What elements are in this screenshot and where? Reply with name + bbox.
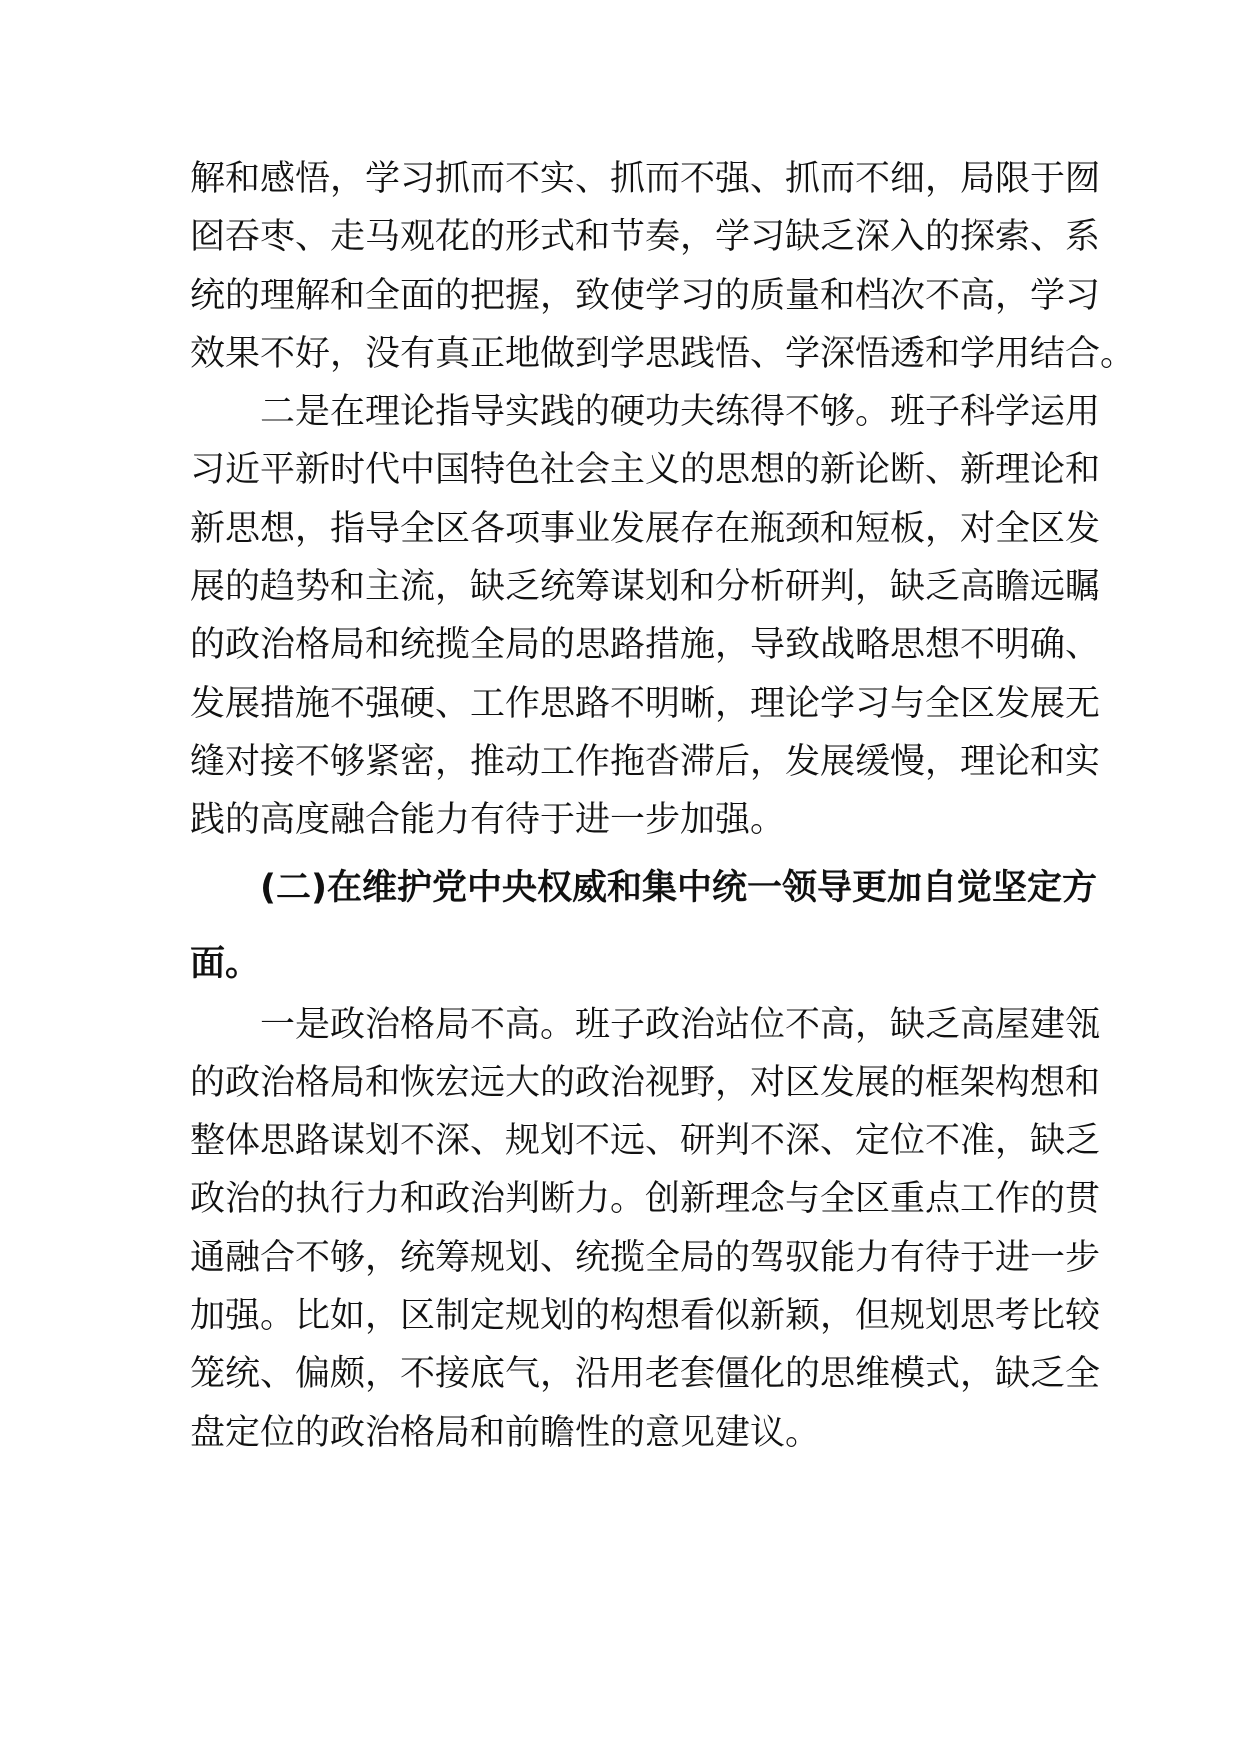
text-line: 习近平新时代中国特色社会主义的思想的新论断、新理论和 [190, 450, 1101, 491]
text-line: 通融合不够，统筹规划、统揽全局的驾驭能力有待于进一步 [190, 1237, 1101, 1278]
text-line: 的政治格局和恢宏远大的政治视野，对区发展的框架构想和 [190, 1062, 1101, 1103]
text-line: 政治的执行力和政治判断力。创新理念与全区重点工作的贯 [190, 1179, 1101, 1220]
heading-line: (二)在维护党中央权威和集中统一领导更加自觉坚定方 [190, 867, 1097, 908]
text-line: 新思想，指导全区各项事业发展存在瓶颈和短板，对全区发 [190, 508, 1101, 549]
paragraph-political-pattern [190, 996, 1101, 1462]
text-line: 一是政治格局不高。班子政治站位不高，缺乏高屋建瓴 [190, 1004, 1101, 1045]
text-line: 展的趋势和主流，缺乏统筹谋划和分析研判，缺乏高瞻远瞩 [190, 567, 1101, 608]
paragraph-theory-practice [190, 383, 1101, 849]
text-line: 整体思路谋划不深、规划不远、研判不深、定位不准，缺乏 [190, 1121, 1101, 1162]
text-line: 效果不好，没有真正地做到学思践悟、学深悟透和学用结合。 [190, 333, 1136, 374]
text-line: 践的高度融合能力有待于进一步加强。 [190, 800, 786, 841]
text-line: 囵吞枣、走马观花的形式和节奏，学习缺乏深入的探索、系 [190, 217, 1101, 258]
heading-line: 面。 [190, 943, 261, 984]
text-line: 加强。比如，区制定规划的构想看似新颖，但规划思考比较 [190, 1296, 1101, 1337]
document-page [190, 150, 1136, 1462]
text-line: 盘定位的政治格局和前瞻性的意见建议。 [190, 1412, 821, 1453]
section-heading [190, 850, 1097, 1002]
text-line: 解和感悟，学习抓而不实、抓而不强、抓而不细，局限于囫 [190, 159, 1101, 199]
text-line: 缝对接不够紧密，推动工作拖沓滞后，发展缓慢，理论和实 [190, 741, 1101, 782]
text-line: 发展措施不强硬、工作思路不明晰，理论学习与全区发展无 [190, 683, 1101, 724]
text-line: 笼统、偏颇，不接底气，沿用老套僵化的思维模式，缺乏全 [190, 1354, 1101, 1395]
text-line: 二是在理论指导实践的硬功夫练得不够。班子科学运用 [190, 392, 1101, 433]
text-line: 统的理解和全面的把握，致使学习的质量和档次不高，学习 [190, 275, 1101, 316]
text-line: 的政治格局和统揽全局的思路措施，导致战略思想不明确、 [190, 625, 1101, 666]
paragraph-study-reflection [190, 150, 1136, 383]
